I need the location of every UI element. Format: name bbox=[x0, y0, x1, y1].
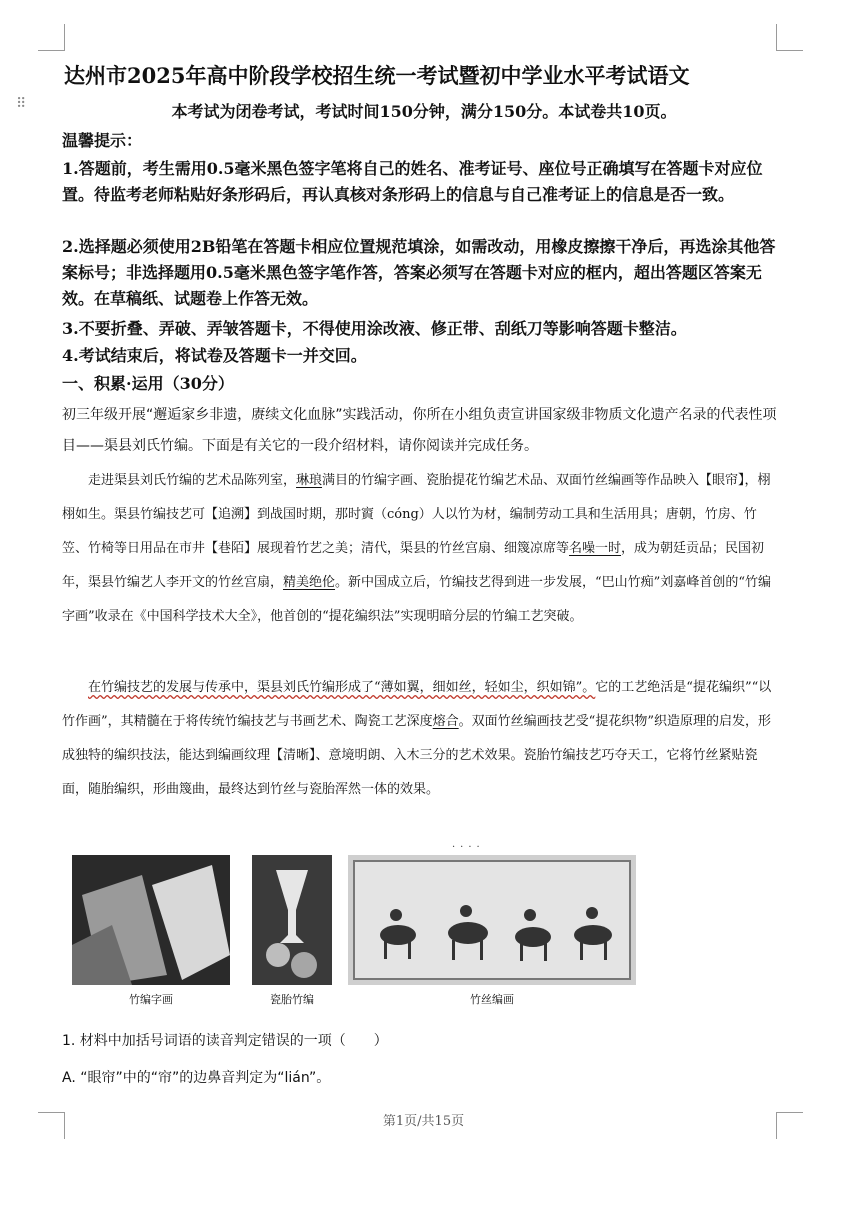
figure-caption: 瓷胎竹编 bbox=[270, 993, 314, 1006]
bamboo-calligraphy-image bbox=[72, 855, 230, 985]
tip-item: 1.答题前，考生需用0.5毫米黑色签字笔将自己的姓名、准考证号、座位号正确填写在答题卡对应位置。待监考老师粘贴好条形码后，再认真核对条形码上的信息与自己准考证上的信息是否一致。 bbox=[62, 159, 763, 204]
figure-caption: 竹丝编画 bbox=[470, 993, 514, 1006]
intro-paragraph: 初三年级开展“邂逅家乡非遗，赓续文化血脉”实践活动，你所在小组负责宣讲国家级非物质文化遗产名录的代表性项目——渠县刘氏竹编。下面是有关它的一段介绍材料，请你阅读并完成任务。 bbox=[62, 407, 777, 454]
figure-porcelain-bamboo bbox=[252, 855, 332, 1006]
document-title: 达州市2025年高中阶段学校招生统一考试暨初中学业水平考试语文 bbox=[64, 63, 690, 88]
question-1: 1. 材料中加括号词语的读音判定错误的一项（ ） bbox=[62, 1033, 388, 1049]
page-corner-mark bbox=[776, 24, 803, 51]
tip-item: 3.不要折叠、弄破、弄皱答题卡，不得使用涂改液、修正带、刮纸刀等影响答题卡整洁。 bbox=[62, 319, 687, 338]
figure-dots: ···· bbox=[452, 842, 485, 853]
figure-bamboo-calligraphy bbox=[72, 855, 230, 1006]
drag-handle-icon[interactable]: ⠿ bbox=[16, 96, 26, 112]
tip-item: 2.选择题必须使用2B铅笔在答题卡相应位置规范填涂，如需改动，用橡皮擦擦干净后，再选涂其他答案标号；非选择题用0.5毫米黑色签字笔作答，答案必须写在答题卡对应的框内，超出答题区答案无效。在草稿纸、试题卷上作答无效。 bbox=[62, 237, 776, 308]
section-heading: 一、积累·运用（30分） bbox=[62, 374, 234, 393]
figure-bamboo-silk-painting bbox=[348, 855, 636, 1006]
question-1-option-a: A. “眼帘”中的“帘”的边鼻音判定为“lián”。 bbox=[62, 1070, 331, 1086]
figure-caption: 竹编字画 bbox=[129, 993, 173, 1006]
tips-label: 温馨提示： bbox=[62, 131, 143, 150]
porcelain-bamboo-image bbox=[252, 855, 332, 985]
tip-item: 4.考试结束后，将试卷及答题卡一并交回。 bbox=[62, 346, 367, 365]
bamboo-silk-painting-image bbox=[348, 855, 636, 985]
figure-row bbox=[72, 855, 637, 1015]
exam-info: 本考试为闭卷考试，考试时间150分钟，满分150分。本试卷共10页。 bbox=[171, 102, 677, 121]
passage-paragraph-1: 走进渠县刘氏竹编的艺术品陈列室，琳琅满目的竹编字画、瓷胎提花竹编艺术品、双面竹丝编画等作品映入【眼帘】，栩栩如生。渠县竹编技艺可【追溯】到战国时期，那时賨（cóng）人以竹为材，编制劳动工具和生活用具；唐朝，竹房、竹笠、竹椅等日用品在市井【巷陌】展现着竹艺之美；清代，渠县的竹丝宫扇、细篾凉席等名噪一时，成为朝廷贡品；民国初年，渠县竹编艺人李开文的竹丝宫扇，精美绝伦。新中国成立后，竹编技艺得到进一步发展，“巴山竹痴”刘嘉峰首创的“竹编字画”收录在《中国科学技术大全》，他首创的“提花编织法”实现明暗分层的竹编工艺突破。 bbox=[62, 473, 771, 624]
passage-paragraph-2: 在竹编技艺的发展与传承中，渠县刘氏竹编形成了“薄如翼，细如丝，轻如尘，织如锦”。它的工艺绝活是“提花编织”“以竹作画”，其精髓在于将传统竹编技艺与书画艺术、陶瓷工艺深度熔合。双面竹丝编画技艺受“提花织物”织造原理的启发，形成独特的编织技法，能达到编画纹理【清晰】、意境明朗、入木三分的艺术效果。瓷胎竹编技艺巧夺天工，它将竹丝紧贴瓷面，随胎编织，形曲篾曲，最终达到竹丝与瓷胎浑然一体的效果。 bbox=[62, 680, 772, 797]
page-corner-mark bbox=[38, 24, 65, 51]
page-number: 第1页/共15页 bbox=[382, 1114, 465, 1129]
